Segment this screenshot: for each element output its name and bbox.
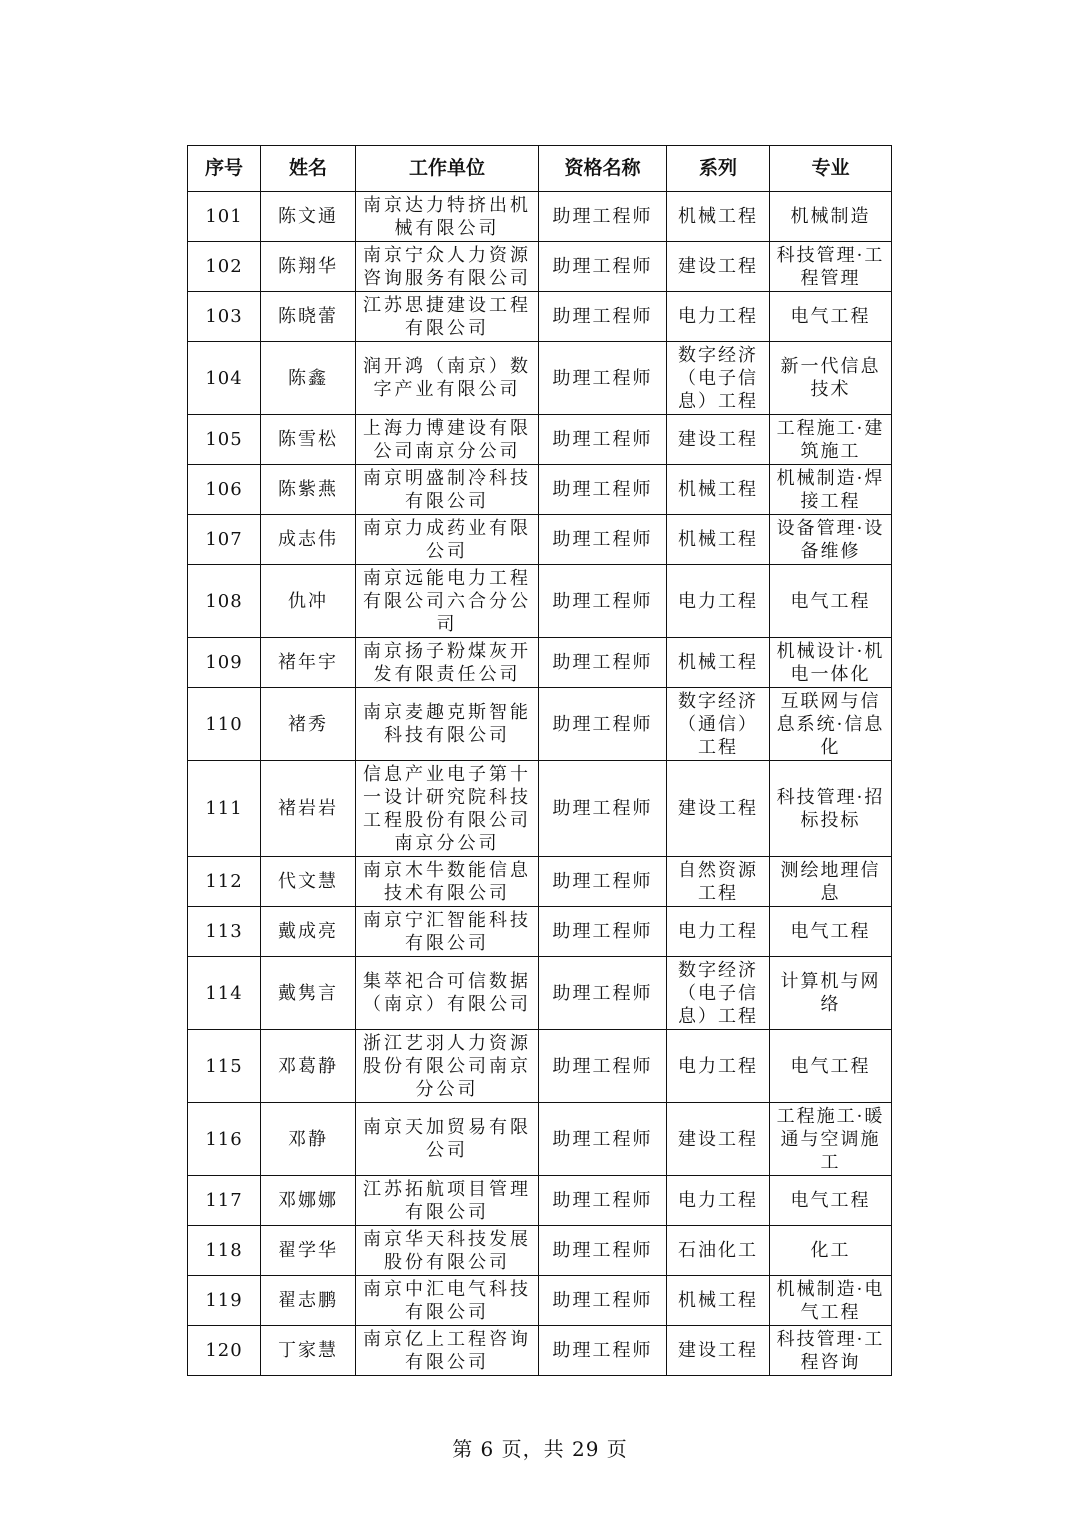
cell-index: 114 xyxy=(188,957,261,1030)
cell-qualification: 助理工程师 xyxy=(539,192,667,242)
table-row xyxy=(188,857,892,907)
table-row xyxy=(188,342,892,415)
cell-index: 105 xyxy=(188,415,261,465)
cell-unit: 信息产业电子第十一设计研究院科技工程股份有限公司南京分公司 xyxy=(356,761,539,857)
cell-index: 102 xyxy=(188,242,261,292)
table-row xyxy=(188,192,892,242)
cell-name: 陈紫燕 xyxy=(261,465,356,515)
table-row xyxy=(188,1326,892,1376)
cell-unit: 南京达力特挤出机械有限公司 xyxy=(356,192,539,242)
table-row xyxy=(188,1103,892,1176)
cell-name: 陈鑫 xyxy=(261,342,356,415)
cell-index: 101 xyxy=(188,192,261,242)
table-row xyxy=(188,415,892,465)
table-body xyxy=(188,192,892,1376)
cell-major: 计算机与网络 xyxy=(770,957,892,1030)
cell-major: 电气工程 xyxy=(770,292,892,342)
cell-series: 机械工程 xyxy=(667,638,770,688)
cell-major: 工程施工·暖通与空调施工 xyxy=(770,1103,892,1176)
cell-index: 107 xyxy=(188,515,261,565)
cell-index: 111 xyxy=(188,761,261,857)
cell-major: 化工 xyxy=(770,1226,892,1276)
cell-series: 建设工程 xyxy=(667,1103,770,1176)
cell-name: 陈翔华 xyxy=(261,242,356,292)
cell-qualification: 助理工程师 xyxy=(539,957,667,1030)
header-cell-index: 序号 xyxy=(188,146,261,192)
cell-name: 成志伟 xyxy=(261,515,356,565)
cell-unit: 南京力成药业有限公司 xyxy=(356,515,539,565)
cell-index: 119 xyxy=(188,1276,261,1326)
cell-name: 褚秀 xyxy=(261,688,356,761)
cell-series: 电力工程 xyxy=(667,565,770,638)
cell-name: 翟学华 xyxy=(261,1226,356,1276)
cell-unit: 集萃祀合可信数据（南京）有限公司 xyxy=(356,957,539,1030)
cell-qualification: 助理工程师 xyxy=(539,1326,667,1376)
cell-series: 建设工程 xyxy=(667,1326,770,1376)
table-row xyxy=(188,957,892,1030)
cell-series: 数字经济（电子信息）工程 xyxy=(667,957,770,1030)
table-row xyxy=(188,1226,892,1276)
cell-qualification: 助理工程师 xyxy=(539,1030,667,1103)
cell-name: 丁家慧 xyxy=(261,1326,356,1376)
header-cell-qualification: 资格名称 xyxy=(539,146,667,192)
qualification-list-table xyxy=(187,145,892,1376)
cell-major: 新一代信息技术 xyxy=(770,342,892,415)
cell-series: 电力工程 xyxy=(667,907,770,957)
cell-qualification: 助理工程师 xyxy=(539,1226,667,1276)
cell-unit: 南京华天科技发展股份有限公司 xyxy=(356,1226,539,1276)
cell-unit: 南京扬子粉煤灰开发有限责任公司 xyxy=(356,638,539,688)
cell-index: 118 xyxy=(188,1226,261,1276)
cell-qualification: 助理工程师 xyxy=(539,857,667,907)
cell-series: 数字经济（通信）工程 xyxy=(667,688,770,761)
cell-index: 109 xyxy=(188,638,261,688)
cell-major: 机械设计·机电一体化 xyxy=(770,638,892,688)
cell-name: 仇冲 xyxy=(261,565,356,638)
cell-name: 褚岩岩 xyxy=(261,761,356,857)
cell-series: 机械工程 xyxy=(667,515,770,565)
cell-series: 电力工程 xyxy=(667,1030,770,1103)
table-row xyxy=(188,907,892,957)
header-cell-name: 姓名 xyxy=(261,146,356,192)
cell-series: 机械工程 xyxy=(667,465,770,515)
cell-qualification: 助理工程师 xyxy=(539,1276,667,1326)
cell-unit: 南京宁汇智能科技有限公司 xyxy=(356,907,539,957)
header-cell-unit: 工作单位 xyxy=(356,146,539,192)
cell-major: 科技管理·工程管理 xyxy=(770,242,892,292)
cell-series: 数字经济（电子信息）工程 xyxy=(667,342,770,415)
cell-series: 建设工程 xyxy=(667,761,770,857)
cell-qualification: 助理工程师 xyxy=(539,415,667,465)
cell-unit: 南京明盛制冷科技有限公司 xyxy=(356,465,539,515)
cell-unit: 南京远能电力工程有限公司六合分公司 xyxy=(356,565,539,638)
table-row xyxy=(188,242,892,292)
cell-major: 机械制造·焊接工程 xyxy=(770,465,892,515)
table-row xyxy=(188,292,892,342)
cell-major: 科技管理·招标投标 xyxy=(770,761,892,857)
cell-unit: 南京亿上工程咨询有限公司 xyxy=(356,1326,539,1376)
cell-name: 戴成亮 xyxy=(261,907,356,957)
cell-major: 机械制造 xyxy=(770,192,892,242)
cell-name: 戴隽言 xyxy=(261,957,356,1030)
cell-qualification: 助理工程师 xyxy=(539,761,667,857)
table-row xyxy=(188,565,892,638)
table-row xyxy=(188,465,892,515)
cell-qualification: 助理工程师 xyxy=(539,688,667,761)
cell-major: 科技管理·工程咨询 xyxy=(770,1326,892,1376)
cell-series: 建设工程 xyxy=(667,415,770,465)
cell-unit: 浙江艺羽人力资源股份有限公司南京分公司 xyxy=(356,1030,539,1103)
cell-name: 陈晓蕾 xyxy=(261,292,356,342)
cell-unit: 南京中汇电气科技有限公司 xyxy=(356,1276,539,1326)
cell-index: 113 xyxy=(188,907,261,957)
table-row xyxy=(188,1276,892,1326)
header-cell-major: 专业 xyxy=(770,146,892,192)
cell-series: 电力工程 xyxy=(667,292,770,342)
cell-major: 工程施工·建筑施工 xyxy=(770,415,892,465)
cell-index: 104 xyxy=(188,342,261,415)
cell-series: 建设工程 xyxy=(667,242,770,292)
cell-unit: 南京天加贸易有限公司 xyxy=(356,1103,539,1176)
cell-name: 陈雪松 xyxy=(261,415,356,465)
cell-major: 电气工程 xyxy=(770,1176,892,1226)
table-row xyxy=(188,761,892,857)
cell-index: 120 xyxy=(188,1326,261,1376)
cell-major: 设备管理·设备维修 xyxy=(770,515,892,565)
cell-name: 邓娜娜 xyxy=(261,1176,356,1226)
cell-index: 108 xyxy=(188,565,261,638)
cell-series: 电力工程 xyxy=(667,1176,770,1226)
table-header-row xyxy=(188,146,892,192)
cell-unit: 上海力博建设有限公司南京分公司 xyxy=(356,415,539,465)
cell-unit: 南京宁众人力资源咨询服务有限公司 xyxy=(356,242,539,292)
cell-name: 邓葛静 xyxy=(261,1030,356,1103)
cell-index: 112 xyxy=(188,857,261,907)
cell-qualification: 助理工程师 xyxy=(539,465,667,515)
cell-unit: 润开鸿（南京）数字产业有限公司 xyxy=(356,342,539,415)
cell-unit: 江苏拓航项目管理有限公司 xyxy=(356,1176,539,1226)
cell-qualification: 助理工程师 xyxy=(539,1103,667,1176)
table-row xyxy=(188,638,892,688)
cell-name: 陈文通 xyxy=(261,192,356,242)
cell-name: 邓静 xyxy=(261,1103,356,1176)
cell-index: 117 xyxy=(188,1176,261,1226)
cell-series: 自然资源工程 xyxy=(667,857,770,907)
cell-qualification: 助理工程师 xyxy=(539,292,667,342)
cell-major: 电气工程 xyxy=(770,1030,892,1103)
cell-index: 115 xyxy=(188,1030,261,1103)
cell-qualification: 助理工程师 xyxy=(539,565,667,638)
table-row xyxy=(188,1030,892,1103)
cell-major: 电气工程 xyxy=(770,565,892,638)
cell-series: 机械工程 xyxy=(667,192,770,242)
cell-qualification: 助理工程师 xyxy=(539,242,667,292)
cell-qualification: 助理工程师 xyxy=(539,1176,667,1226)
cell-unit: 南京麦趣克斯智能科技有限公司 xyxy=(356,688,539,761)
cell-series: 石油化工 xyxy=(667,1226,770,1276)
cell-major: 互联网与信息系统·信息化 xyxy=(770,688,892,761)
cell-name: 褚年宇 xyxy=(261,638,356,688)
table-row xyxy=(188,515,892,565)
cell-index: 103 xyxy=(188,292,261,342)
cell-index: 110 xyxy=(188,688,261,761)
cell-major: 电气工程 xyxy=(770,907,892,957)
header-cell-series: 系列 xyxy=(667,146,770,192)
cell-major: 测绘地理信息 xyxy=(770,857,892,907)
cell-qualification: 助理工程师 xyxy=(539,342,667,415)
cell-index: 116 xyxy=(188,1103,261,1176)
cell-name: 代文慧 xyxy=(261,857,356,907)
cell-unit: 南京木牛数能信息技术有限公司 xyxy=(356,857,539,907)
table-row xyxy=(188,1176,892,1226)
cell-name: 翟志鹏 xyxy=(261,1276,356,1326)
cell-index: 106 xyxy=(188,465,261,515)
cell-qualification: 助理工程师 xyxy=(539,515,667,565)
cell-series: 机械工程 xyxy=(667,1276,770,1326)
cell-unit: 江苏思捷建设工程有限公司 xyxy=(356,292,539,342)
cell-qualification: 助理工程师 xyxy=(539,638,667,688)
table-row xyxy=(188,688,892,761)
page-number-footer: 第 6 页，共 29 页 xyxy=(452,1437,628,1461)
cell-major: 机械制造·电气工程 xyxy=(770,1276,892,1326)
cell-qualification: 助理工程师 xyxy=(539,907,667,957)
